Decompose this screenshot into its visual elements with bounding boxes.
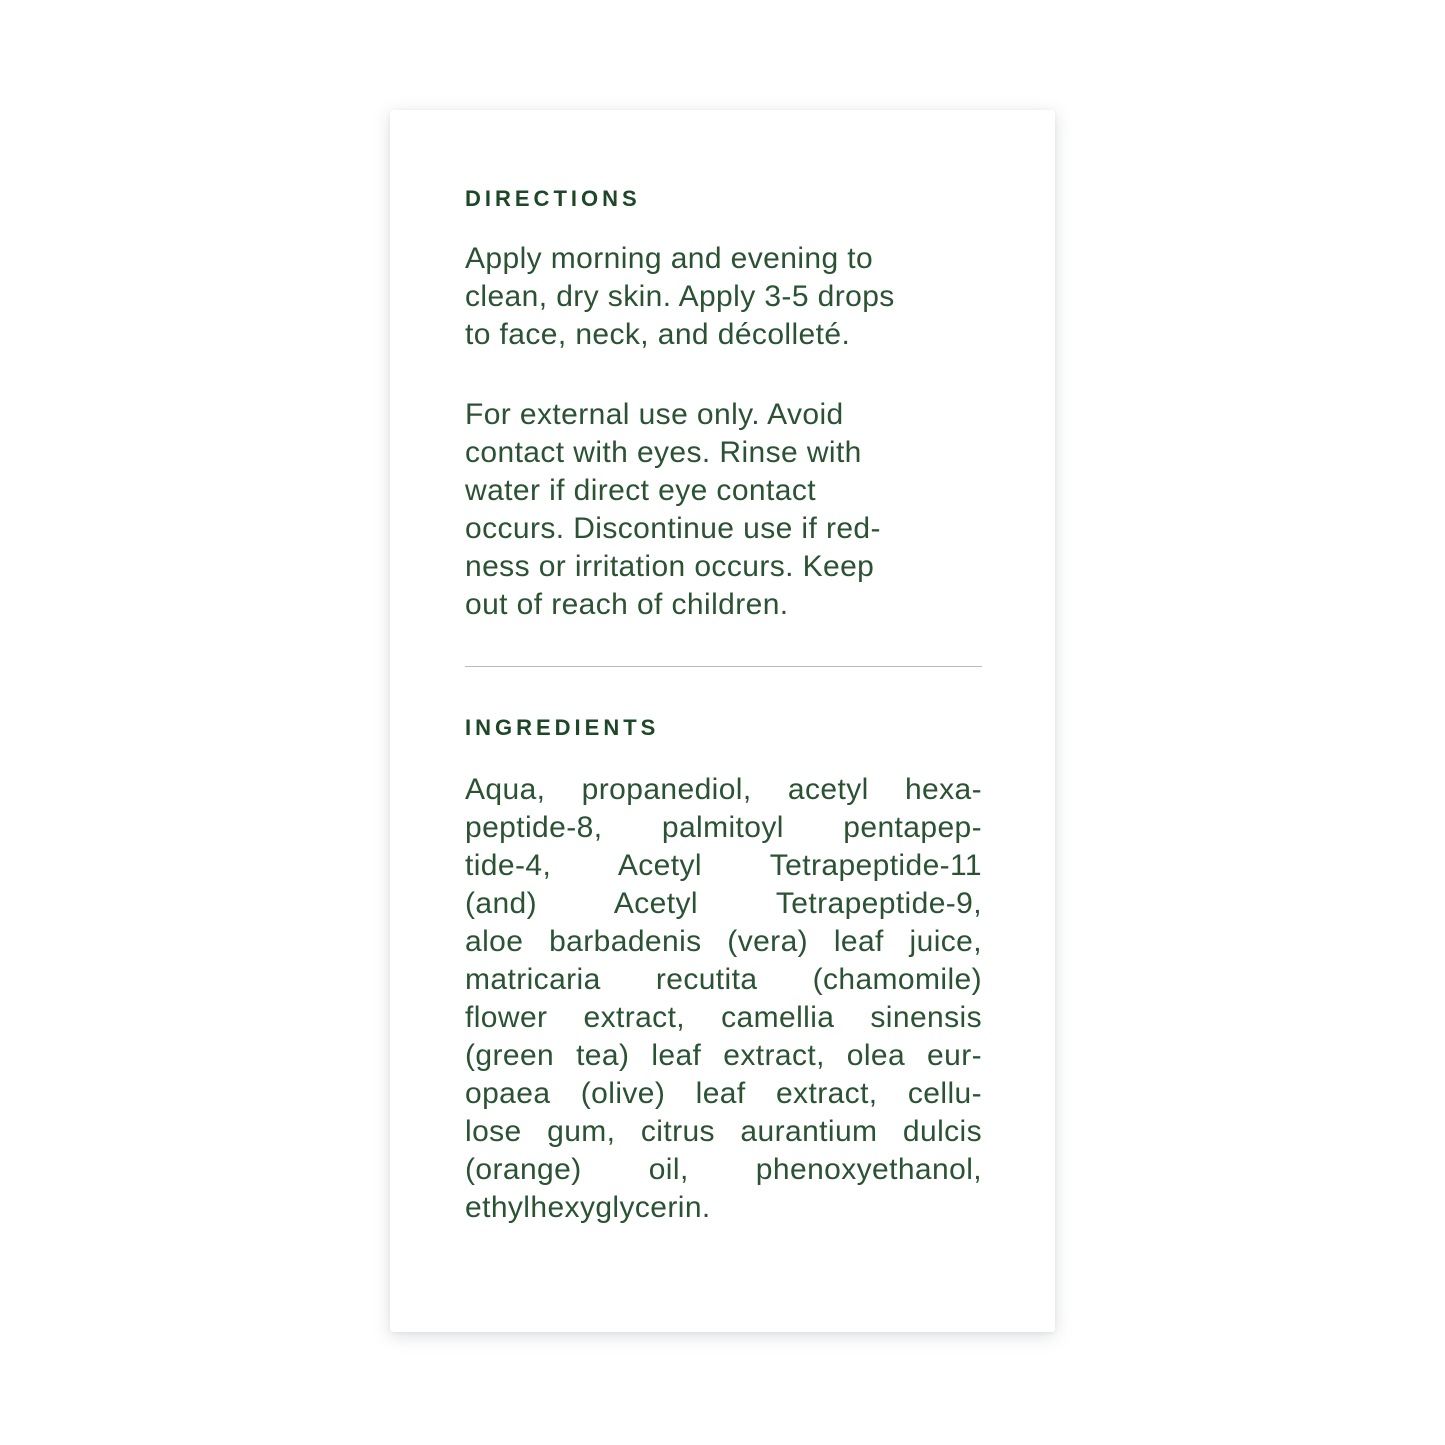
directions-heading: DIRECTIONS	[465, 186, 641, 211]
section-divider	[465, 666, 982, 667]
directions-warning-paragraph: For external use only. Avoid contact with eyes. Rinse with water if direct eye contact occurs. Discontinue use if red- ness or irritation occurs. Keep out of reach of children.	[465, 398, 881, 621]
ingredients-heading: INGREDIENTS	[465, 715, 660, 740]
ingredients-list: Aqua, propanediol, acetyl hexa- peptide-8, palmitoyl pentapep- tide-4, Acetyl Tetrapeptide-11 (and) Acetyl Tetrapeptide-9, aloe barbadenis (vera) leaf juice, matricaria recutita (chamomile) flower extract, camellia sinensis (green tea) leaf extract, olea eur- opaea (olive) leaf extract, cellu- lose gum, citrus aurantium dulcis (orange) oil, phenoxyethanol, ethylhexyglycerin.	[465, 773, 982, 1224]
product-label-panel	[390, 110, 1055, 1332]
directions-usage-paragraph: Apply morning and evening to clean, dry skin. Apply 3-5 drops to face, neck, and décolleté.	[465, 242, 895, 351]
